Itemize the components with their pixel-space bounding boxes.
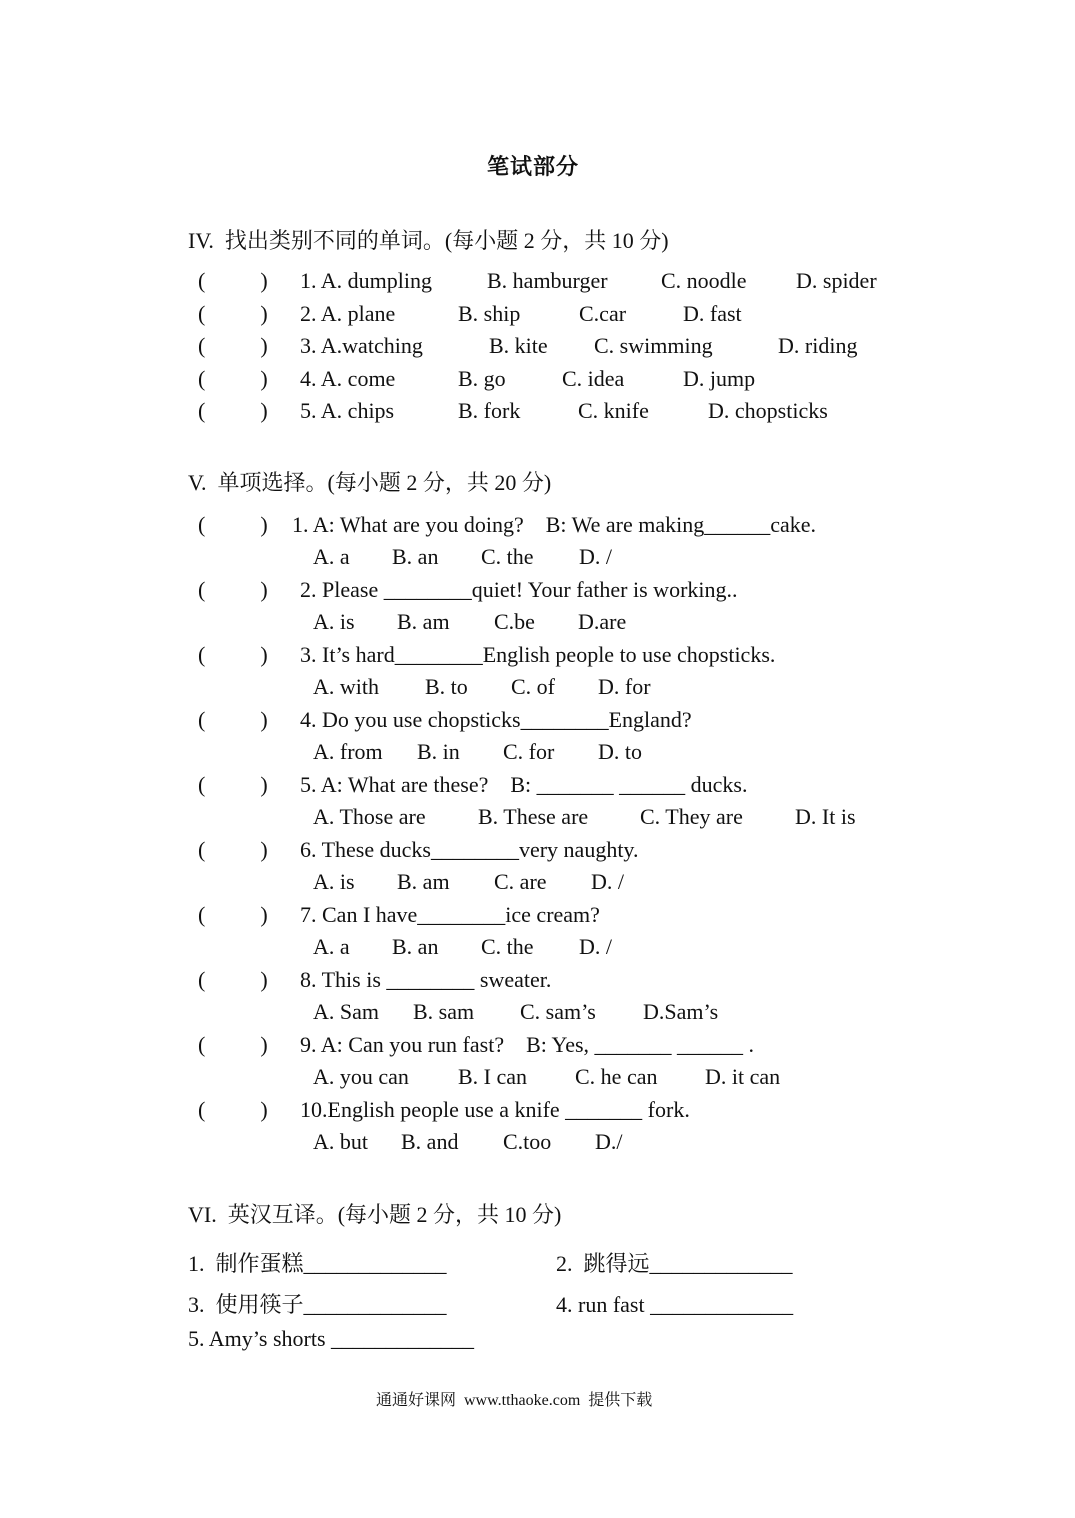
option-c: C. sam’s: [520, 999, 596, 1024]
option-b: B. am: [397, 609, 450, 634]
question-number-option-a: 5. A. chips: [300, 398, 395, 423]
question-stem: 2. Please ________quiet! Your father is working..: [300, 577, 738, 602]
question-stem: 7. Can I have________ice cream?: [300, 902, 600, 927]
option-a: A. is: [313, 869, 355, 894]
option-d: D. It is: [795, 804, 856, 829]
option-d: D. /: [591, 869, 624, 894]
option-a: A. but: [313, 1129, 368, 1154]
option-c: C. knife: [578, 398, 649, 423]
option-c: C. the: [481, 544, 534, 569]
option-c: C. he can: [575, 1064, 658, 1089]
question-stem: 9. A: Can you run fast? B: Yes, _______ ______ .: [300, 1032, 755, 1057]
option-b: B. to: [425, 674, 468, 699]
option-c: C. the: [481, 934, 534, 959]
option-d: D. jump: [683, 366, 756, 391]
question-stem: 3. It’s hard________English people to use chopsticks.: [300, 642, 776, 667]
option-b: B. I can: [458, 1064, 528, 1089]
option-b: B. am: [397, 869, 450, 894]
question-number-option-a: 3. A.watching: [300, 333, 423, 358]
section-vi-heading: VI. 英汉互译。(每小题 2 分，共 10 分): [188, 1202, 562, 1227]
answer-bracket: ( ): [198, 1032, 268, 1057]
option-d: D. /: [579, 934, 612, 959]
option-a: A. with: [313, 674, 379, 699]
option-b: B. hamburger: [487, 268, 608, 293]
translation-item: 3. 使用筷子_____________: [188, 1292, 447, 1317]
question-number-option-a: 4. A. come: [300, 366, 396, 391]
option-c: C. They are: [640, 804, 743, 829]
answer-bracket: ( ): [198, 902, 268, 927]
option-a: A. a: [313, 544, 350, 569]
answer-bracket: ( ): [198, 333, 268, 358]
option-d: D. riding: [778, 333, 858, 358]
option-d: D. to: [598, 739, 642, 764]
question-stem: 1. A: What are you doing? B: We are making______cake.: [292, 512, 817, 537]
answer-bracket: ( ): [198, 772, 268, 797]
answer-bracket: ( ): [198, 366, 268, 391]
answer-bracket: ( ): [198, 301, 268, 326]
question-number-option-a: 2. A. plane: [300, 301, 396, 326]
option-a: A. Sam: [313, 999, 379, 1024]
answer-bracket: ( ): [198, 512, 268, 537]
option-d: D. chopsticks: [708, 398, 828, 423]
option-b: B. in: [417, 739, 460, 764]
option-b: B. kite: [489, 333, 548, 358]
option-a: A. you can: [313, 1064, 409, 1089]
answer-bracket: ( ): [198, 1097, 268, 1122]
translation-item: 1. 制作蛋糕_____________: [188, 1251, 447, 1276]
option-c: C.too: [503, 1129, 552, 1154]
translation-item: 2. 跳得远_____________: [556, 1251, 793, 1276]
question-stem: 4. Do you use chopsticks________England?: [300, 707, 692, 732]
translation-item: 5. Amy’s shorts _____________: [188, 1326, 475, 1351]
answer-bracket: ( ): [198, 707, 268, 732]
option-a: A. a: [313, 934, 350, 959]
question-stem: 10.English people use a knife _______ fork.: [300, 1097, 690, 1122]
answer-bracket: ( ): [198, 577, 268, 602]
option-c: C. are: [494, 869, 547, 894]
option-a: A. from: [313, 739, 383, 764]
option-d: D.are: [578, 609, 627, 634]
option-b: B. an: [392, 544, 439, 569]
option-b: B. go: [458, 366, 506, 391]
option-c: C. swimming: [594, 333, 713, 358]
question-stem: 5. A: What are these? B: _______ ______ ducks.: [300, 772, 748, 797]
answer-bracket: ( ): [198, 398, 268, 423]
question-number-option-a: 1. A. dumpling: [300, 268, 433, 293]
page-title: 笔试部分: [487, 154, 580, 179]
option-d: D. /: [579, 544, 612, 569]
translation-item: 4. run fast _____________: [556, 1292, 794, 1317]
option-a: A. is: [313, 609, 355, 634]
option-d: D. fast: [683, 301, 742, 326]
answer-bracket: ( ): [198, 837, 268, 862]
answer-bracket: ( ): [198, 642, 268, 667]
option-b: B. ship: [458, 301, 521, 326]
option-d: D. spider: [796, 268, 877, 293]
option-b: B. sam: [413, 999, 475, 1024]
option-b: B. an: [392, 934, 439, 959]
footer-text: 通通好课网 www.tthaoke.com 提供下载: [376, 1392, 653, 1409]
section-v-heading: V. 单项选择。(每小题 2 分，共 20 分): [188, 470, 552, 495]
answer-bracket: ( ): [198, 268, 268, 293]
option-b: B. fork: [458, 398, 521, 423]
question-stem: 8. This is ________ sweater.: [300, 967, 552, 992]
question-stem: 6. These ducks________very naughty.: [300, 837, 639, 862]
option-c: C. for: [503, 739, 555, 764]
section-iv-heading: IV. 找出类别不同的单词。(每小题 2 分，共 10 分): [188, 228, 669, 253]
option-d: D. for: [598, 674, 651, 699]
option-c: C. idea: [562, 366, 625, 391]
option-c: C. noodle: [661, 268, 747, 293]
option-b: B. and: [401, 1129, 459, 1154]
option-a: A. Those are: [313, 804, 426, 829]
option-c: C.car: [579, 301, 627, 326]
option-b: B. These are: [478, 804, 589, 829]
option-d: D./: [595, 1129, 623, 1154]
option-d: D. it can: [705, 1064, 781, 1089]
answer-bracket: ( ): [198, 967, 268, 992]
option-c: C.be: [494, 609, 535, 634]
option-c: C. of: [511, 674, 555, 699]
option-d: D.Sam’s: [643, 999, 719, 1024]
